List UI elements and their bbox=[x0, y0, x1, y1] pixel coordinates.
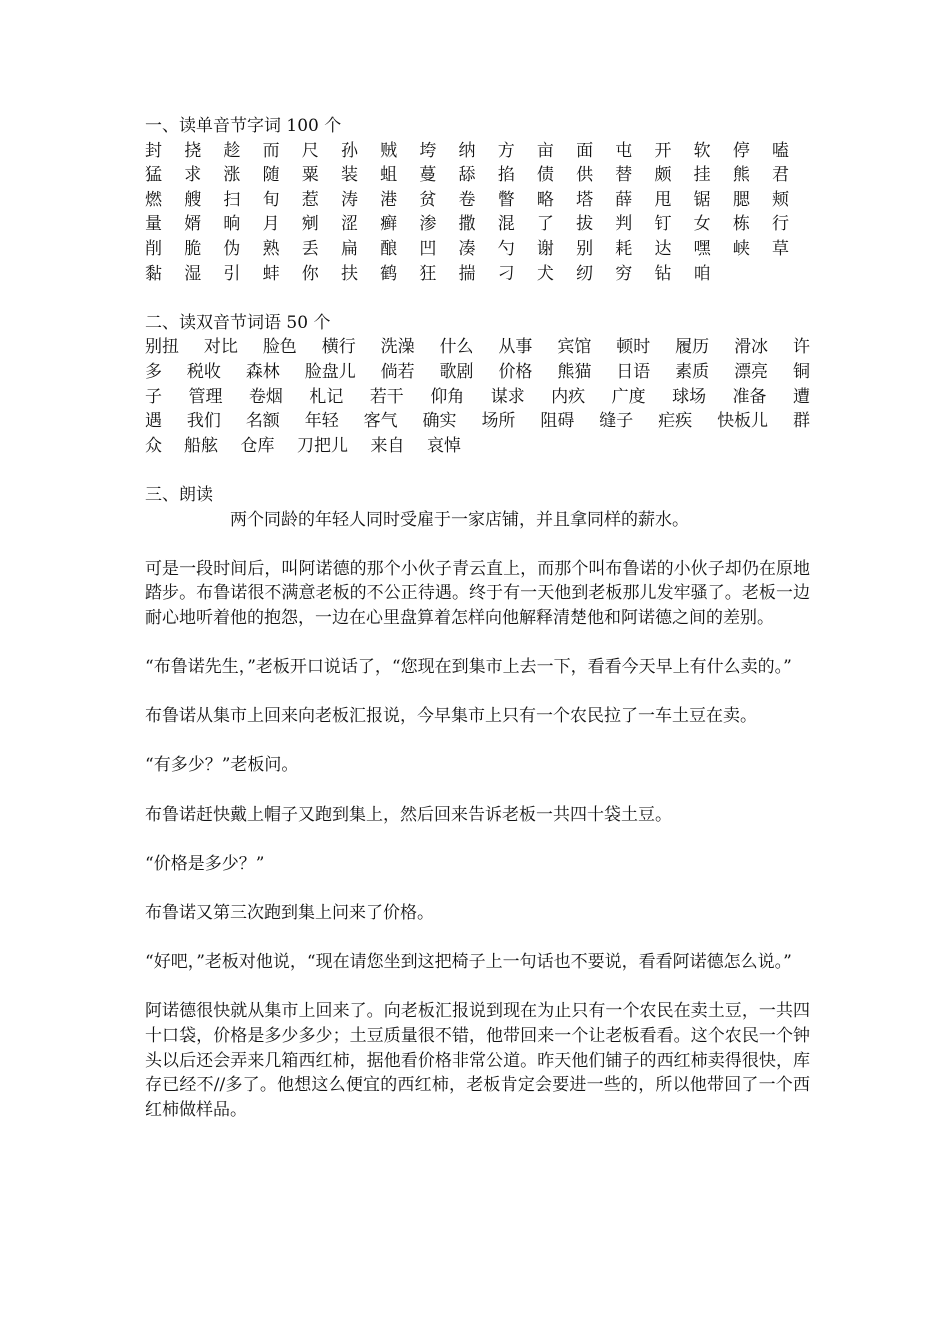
word-item: 多 bbox=[145, 361, 162, 382]
char-item: 熟 bbox=[262, 238, 280, 259]
reading-paragraph: 布鲁诺赶快戴上帽子又跑到集上，然后回来告诉老板一共四十袋土豆。 bbox=[145, 804, 672, 825]
word-item: 子 bbox=[145, 386, 162, 407]
char-item: 瞥 bbox=[497, 189, 515, 210]
char-item: 甩 bbox=[654, 189, 672, 210]
word-item: 宾馆 bbox=[557, 337, 592, 358]
section3-heading: 三、朗读 bbox=[145, 484, 213, 505]
word-item: 仰角 bbox=[430, 386, 465, 407]
double-syllable-list bbox=[145, 335, 810, 458]
char-row bbox=[145, 237, 810, 262]
word-item: 洗澡 bbox=[380, 337, 415, 358]
char-item: 你 bbox=[301, 263, 319, 284]
char-item: 装 bbox=[340, 165, 358, 186]
char-item: 君 bbox=[772, 165, 789, 186]
word-item: 仓库 bbox=[240, 435, 275, 456]
word-item: 若干 bbox=[369, 386, 404, 407]
word-row bbox=[145, 434, 810, 459]
char-item: 婿 bbox=[184, 214, 202, 235]
word-item: 倘若 bbox=[380, 361, 415, 382]
word-item: 众 bbox=[145, 435, 162, 456]
reading-paragraph: 布鲁诺从集市上回来向老板汇报说，今早集市上只有一个农民拉了一车土豆在卖。 bbox=[145, 706, 757, 727]
word-item: 素质 bbox=[675, 361, 710, 382]
char-item: 港 bbox=[380, 189, 398, 210]
word-item: 遭 bbox=[792, 386, 810, 407]
char-item: 鹤 bbox=[380, 263, 398, 284]
char-item: 丢 bbox=[301, 238, 319, 259]
char-item: 屯 bbox=[615, 140, 633, 161]
char-item: 钻 bbox=[654, 263, 672, 284]
word-item: 价格 bbox=[498, 361, 533, 382]
char-item: 黏 bbox=[145, 263, 162, 284]
char-item: 涛 bbox=[340, 189, 358, 210]
char-item: 剜 bbox=[301, 214, 319, 235]
section2-heading: 二、读双音节词语 50 个 bbox=[145, 312, 331, 333]
char-item: 渗 bbox=[419, 214, 437, 235]
section-reading bbox=[145, 483, 810, 1122]
char-item: 蔓 bbox=[419, 165, 437, 186]
char-item: 判 bbox=[615, 214, 633, 235]
char-item: 揣 bbox=[458, 263, 476, 284]
word-item: 脸色 bbox=[262, 337, 297, 358]
reading-paragraph: “有多少？”老板问。 bbox=[145, 755, 299, 776]
word-item: 快板儿 bbox=[717, 411, 769, 432]
word-item: 卷烟 bbox=[248, 386, 283, 407]
char-item: 蛆 bbox=[380, 165, 398, 186]
spacer bbox=[145, 458, 810, 483]
char-item: 亩 bbox=[536, 140, 554, 161]
char-item: 了 bbox=[536, 214, 554, 235]
char-item: 求 bbox=[184, 165, 202, 186]
char-item: 供 bbox=[576, 165, 594, 186]
char-item: 月 bbox=[262, 214, 280, 235]
reading-passage bbox=[145, 557, 810, 1123]
char-item: 惹 bbox=[301, 189, 319, 210]
word-item: 确实 bbox=[422, 411, 457, 432]
char-item: 伪 bbox=[223, 238, 241, 259]
char-item: 别 bbox=[576, 238, 594, 259]
char-item: 颇 bbox=[654, 165, 672, 186]
word-item: 遇 bbox=[145, 411, 162, 432]
char-item: 草 bbox=[772, 238, 789, 259]
char-item: 尺 bbox=[301, 140, 319, 161]
word-item: 球场 bbox=[672, 386, 707, 407]
char-item: 停 bbox=[732, 140, 750, 161]
char-item: 耗 bbox=[615, 238, 633, 259]
word-item: 群 bbox=[792, 411, 810, 432]
word-item: 哀悼 bbox=[427, 435, 461, 456]
word-item: 漂亮 bbox=[734, 361, 769, 382]
section1-heading: 一、读单音节字词 100 个 bbox=[145, 116, 342, 136]
word-row bbox=[145, 360, 810, 385]
word-row bbox=[145, 409, 810, 434]
char-item: 软 bbox=[693, 140, 711, 161]
char-item: 而 bbox=[262, 140, 280, 161]
word-item: 日语 bbox=[616, 361, 651, 382]
reading-paragraph: “好吧，”老板对他说，“现在请您坐到这把椅子上一句话也不要说，看看阿诺德怎么说。” bbox=[145, 952, 792, 973]
word-item: 从事 bbox=[498, 337, 533, 358]
char-item: 癣 bbox=[380, 214, 398, 235]
char-item: 谢 bbox=[536, 238, 554, 259]
char-item: 晌 bbox=[223, 214, 241, 235]
char-item: 垮 bbox=[419, 140, 437, 161]
char-item: 熊 bbox=[732, 165, 750, 186]
char-item: 嘿 bbox=[693, 238, 711, 259]
char-item: 封 bbox=[145, 140, 162, 161]
char-item: 穷 bbox=[615, 263, 633, 284]
section-double-syllable bbox=[145, 311, 810, 459]
word-item: 刀把儿 bbox=[297, 435, 348, 456]
char-item: 勺 bbox=[497, 238, 515, 259]
char-row bbox=[145, 262, 810, 287]
word-item: 疟疾 bbox=[658, 411, 693, 432]
word-item: 履历 bbox=[675, 337, 710, 358]
char-row bbox=[145, 212, 810, 237]
char-item: 拔 bbox=[576, 214, 594, 235]
char-item: 女 bbox=[693, 214, 711, 235]
char-item: 挂 bbox=[693, 165, 711, 186]
char-item: 卷 bbox=[458, 189, 476, 210]
char-item: 贼 bbox=[380, 140, 398, 161]
word-item: 我们 bbox=[186, 411, 221, 432]
char-item: 粟 bbox=[301, 165, 319, 186]
reading-paragraph: 可是一段时间后，叫阿诺德的那个小伙子青云直上，而那个叫布鲁诺的小伙子却仍在原地踏步。布鲁诺很不满意老板的不公正待遇。终于有一天他到老板那儿发牢骚了。老板一边耐心地听着他的抱怨，一边在心里盘算着怎样向他解释清楚他和阿诺德之间的差别。 bbox=[145, 558, 810, 628]
word-item: 滑冰 bbox=[734, 337, 769, 358]
char-row bbox=[145, 139, 810, 164]
spacer bbox=[145, 286, 810, 311]
char-item: 随 bbox=[262, 165, 280, 186]
char-item: 酿 bbox=[380, 238, 398, 259]
char-item: 燃 bbox=[145, 189, 162, 210]
word-item: 森林 bbox=[245, 361, 280, 382]
char-item: 贫 bbox=[419, 189, 437, 210]
char-item: 扫 bbox=[223, 189, 241, 210]
word-item: 客气 bbox=[363, 411, 398, 432]
word-item: 内疚 bbox=[551, 386, 586, 407]
reading-paragraph: 布鲁诺又第三次跑到集上问来了价格。 bbox=[145, 903, 434, 923]
char-item: 涨 bbox=[223, 165, 241, 186]
word-item: 谋求 bbox=[490, 386, 525, 407]
char-item: 纳 bbox=[458, 140, 476, 161]
char-item: 猛 bbox=[145, 165, 162, 186]
char-item: 蚌 bbox=[262, 263, 280, 284]
word-item: 税收 bbox=[186, 361, 221, 382]
char-item: 掐 bbox=[497, 165, 515, 186]
word-row bbox=[145, 385, 810, 410]
word-item: 对比 bbox=[203, 337, 238, 358]
char-item: 钉 bbox=[654, 214, 672, 235]
char-item: 达 bbox=[654, 238, 672, 259]
word-item: 缝子 bbox=[599, 411, 634, 432]
char-item: 开 bbox=[654, 140, 672, 161]
char-item: 旬 bbox=[262, 189, 280, 210]
char-item: 扶 bbox=[340, 263, 358, 284]
word-item: 阻碍 bbox=[540, 411, 575, 432]
char-item: 削 bbox=[145, 238, 162, 259]
char-item: 凑 bbox=[458, 238, 476, 259]
char-item: 峡 bbox=[732, 238, 750, 259]
char-item: 湿 bbox=[184, 263, 202, 284]
char-item: 量 bbox=[145, 214, 162, 235]
word-item: 船舷 bbox=[184, 435, 218, 456]
char-item: 腮 bbox=[732, 189, 750, 210]
reading-paragraph: “布鲁诺先生，”老板开口说话了，“您现在到集市上去一下，看看今天早上有什么卖的。” bbox=[145, 657, 792, 678]
char-item: 纫 bbox=[576, 263, 594, 284]
char-item: 涩 bbox=[340, 214, 358, 235]
char-item: 犬 bbox=[536, 263, 554, 284]
word-item: 广度 bbox=[611, 386, 646, 407]
word-item: 名额 bbox=[245, 411, 280, 432]
char-item: 脆 bbox=[184, 238, 202, 259]
char-item: 扁 bbox=[340, 238, 358, 259]
word-item: 年轻 bbox=[304, 411, 339, 432]
word-item: 别扭 bbox=[145, 337, 179, 358]
word-item: 什么 bbox=[439, 337, 474, 358]
word-row bbox=[145, 335, 810, 360]
char-item: 孙 bbox=[340, 140, 358, 161]
word-item: 来自 bbox=[370, 435, 405, 456]
char-item: 刁 bbox=[497, 263, 515, 284]
reading-paragraph: 阿诺德很快就从集市上回来了。向老板汇报说到现在为止只有一个农民在卖土豆，一共四十口袋，价格是多少多少；土豆质量很不错，他带回来一个让老板看看。这个农民一个钟头以后还会弄来几箱西红柿，据他看价格非常公道。昨天他们铺子的西红柿卖得很快，库存已经不//多了。他想这么便宜的西红柿，老板肯定会要进一些的，所以他带回了一个西红柿做样品。 bbox=[145, 1001, 810, 1120]
word-item: 札记 bbox=[309, 386, 344, 407]
char-item: 混 bbox=[497, 214, 515, 235]
char-item: 行 bbox=[772, 214, 789, 235]
char-item: 嗑 bbox=[772, 140, 789, 161]
word-item: 铜 bbox=[792, 361, 810, 382]
single-syllable-grid bbox=[145, 139, 810, 287]
word-item: 歌剧 bbox=[439, 361, 474, 382]
char-item: 撒 bbox=[458, 214, 476, 235]
char-item: 挠 bbox=[184, 140, 202, 161]
word-item: 熊猫 bbox=[557, 361, 592, 382]
word-item: 许 bbox=[792, 337, 810, 358]
word-item: 场所 bbox=[481, 411, 516, 432]
document-body bbox=[145, 114, 810, 1147]
char-item: 栋 bbox=[732, 214, 750, 235]
char-item: 薛 bbox=[615, 189, 633, 210]
char-item: 面 bbox=[576, 140, 594, 161]
char-item: 方 bbox=[497, 140, 515, 161]
char-item: 债 bbox=[536, 165, 554, 186]
reading-intro: 两个同龄的年轻人同时受雇于一家店铺，并且拿同样的薪水。 bbox=[230, 509, 689, 530]
char-item: 替 bbox=[615, 165, 633, 186]
char-item: 锯 bbox=[693, 189, 711, 210]
word-item: 管理 bbox=[188, 386, 223, 407]
char-item: 引 bbox=[223, 263, 241, 284]
char-item: 咱 bbox=[693, 263, 711, 284]
char-item: 略 bbox=[536, 189, 554, 210]
word-item: 顿时 bbox=[616, 337, 651, 358]
word-item: 准备 bbox=[732, 386, 767, 407]
char-item: 趁 bbox=[223, 140, 241, 161]
word-item: 脸盘儿 bbox=[304, 361, 356, 382]
word-item: 横行 bbox=[321, 337, 356, 358]
char-item: 塔 bbox=[576, 189, 594, 210]
char-item: 狂 bbox=[419, 263, 437, 284]
reading-paragraph: “价格是多少？” bbox=[145, 853, 265, 874]
char-row bbox=[145, 188, 810, 213]
char-row bbox=[145, 163, 810, 188]
section-single-syllable bbox=[145, 114, 810, 286]
char-item: 舔 bbox=[458, 165, 476, 186]
char-item: 凹 bbox=[419, 238, 437, 259]
char-item: 艘 bbox=[184, 189, 202, 210]
char-item: 颊 bbox=[772, 189, 789, 210]
